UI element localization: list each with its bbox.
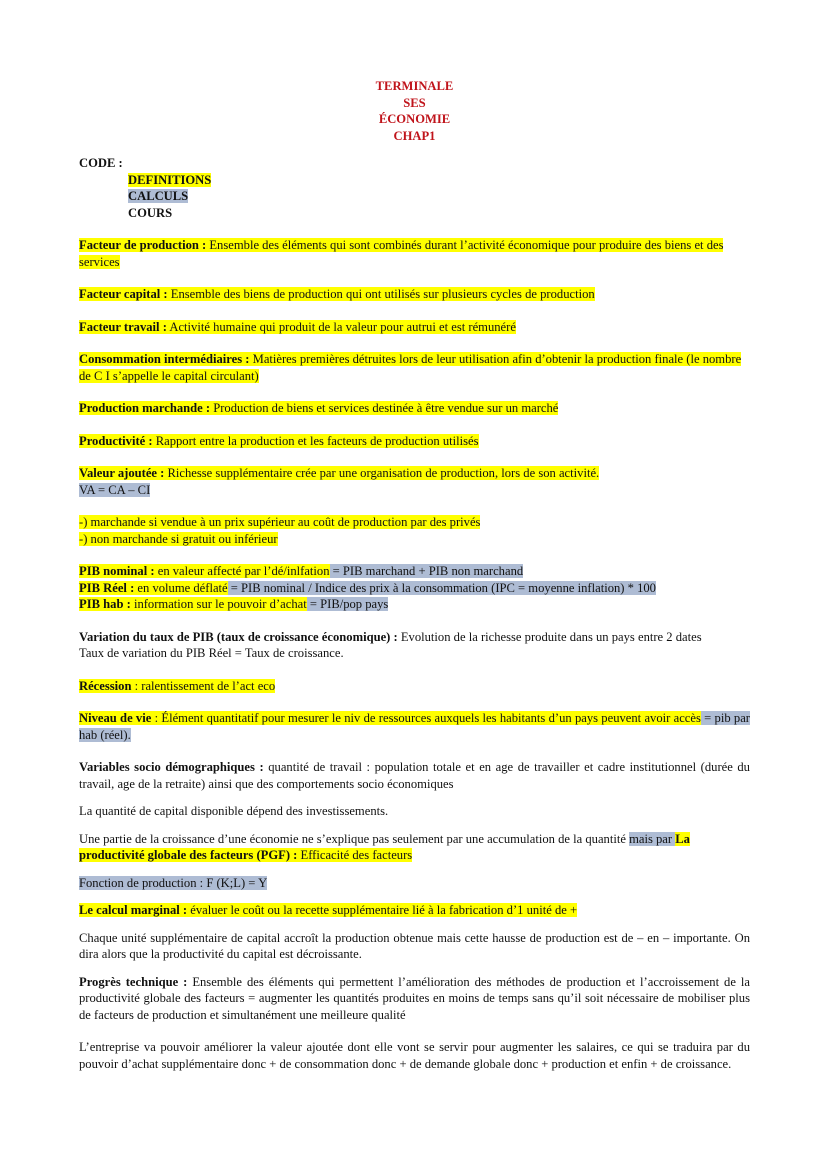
cours-variables-socio xyxy=(79,759,750,792)
definition-text: Efficacité des facteurs xyxy=(297,848,413,862)
cours-entreprise: L’entreprise va pouvoir améliorer la valeur ajoutée dont elle vont se servir pour augmenter les salaires, ce qui se traduira par du pouvoir d’achat supplémentaire donc + de consommation donc + de demande globale donc + production et enfin + de croissance. xyxy=(79,1040,750,1071)
code-legend-calculs xyxy=(79,188,750,205)
definition-text: : ralentissement de l’act eco xyxy=(131,678,276,693)
definition-niveau-vie xyxy=(79,710,750,743)
definition-text: Production de biens et services destinée à être vendue sur un marché xyxy=(210,401,559,415)
cours-text: quantité de travail : population totale et en age de travailler et cadre institutionnel (durée du travail, age de la retraite) ainsi que des comportements socio économiques xyxy=(79,760,750,791)
definition-text: en valeur affecté par l’dé/inlfation xyxy=(154,564,330,578)
term: Niveau de vie xyxy=(79,711,152,725)
definition-calcul-marginal xyxy=(79,902,750,919)
code-legend-cours xyxy=(79,205,750,222)
term: Récession xyxy=(79,678,132,693)
definition-text: Ensemble des éléments qui sont combinés durant l’activité économique pour produire des biens et des services xyxy=(79,238,724,269)
term: Variation du taux de PIB (taux de croissance économique) : xyxy=(79,629,398,644)
term: Production marchande : xyxy=(79,401,211,415)
formula-va: VA = CA – CI xyxy=(79,482,151,497)
definition-text: information sur le pouvoir d’achat xyxy=(130,597,307,611)
cours-label: COURS xyxy=(128,205,173,220)
code-legend-definitions xyxy=(79,172,750,189)
title-level: TERMINALE xyxy=(375,79,454,93)
definition-text: Richesse supplémentaire crée par une organisation de production, lors de son activité. xyxy=(164,466,600,480)
cours-text: Taux de variation du PIB Réel = Taux de croissance. xyxy=(79,646,344,660)
definition-text: en volume déflaté xyxy=(134,580,228,595)
calcul-fonction-production xyxy=(79,875,750,892)
va-marchande: -) marchande si vendue à un prix supérieur au coût de production par des privés xyxy=(79,515,481,529)
term: Le calcul marginal : xyxy=(79,903,188,917)
title-subject: SES xyxy=(403,95,426,110)
formula-niveau-vie: = pib par hab (réel). xyxy=(79,711,750,742)
cours-croissance xyxy=(79,831,750,864)
cours-progres-technique xyxy=(79,974,750,1024)
definition-productivite xyxy=(79,433,750,450)
definition-valeur-ajoutee xyxy=(79,465,750,498)
calculs-label: CALCULS xyxy=(128,189,189,203)
va-types xyxy=(79,514,750,547)
term: Facteur de production : xyxy=(79,238,207,252)
definition-text: Matières premières détruites lors de leur utilisation afin d’obtenir la production finale (le nombre de C I s’appelle le capital circulant) xyxy=(79,352,742,383)
cours-text: Une partie de la croissance d’une économie ne s’explique pas seulement par une accumulation de la quantité xyxy=(79,831,630,846)
definitions-label: DEFINITIONS xyxy=(128,172,212,187)
formula-fonction-production: Fonction de production : F (K;L) = Y xyxy=(79,875,268,890)
cours-text: Ensemble des éléments qui permettent l’amélioration des méthodes de production et l’accroissement de la productivité globale des facteurs = augmenter les quantités produites en moins de temps sans qu’il soit nécessaire de mobiliser plus de facteurs de production et simultanément une meilleure qualité xyxy=(79,974,750,1022)
term: PIB hab : xyxy=(79,597,131,611)
cours-text: Evolution de la richesse produite dans un pays entre 2 dates xyxy=(397,629,702,644)
va-non-marchande: -) non marchande si gratuit ou inférieur xyxy=(79,531,278,546)
definition-text: Activité humaine qui produit de la valeur pour autrui et est rémunéré xyxy=(166,319,516,334)
title-chapter: CHAP1 xyxy=(393,128,436,143)
formula-pib-hab: = PIB/pop pays xyxy=(306,597,389,611)
definition-facteur-production xyxy=(79,237,750,270)
term: Variables socio démographiques : xyxy=(79,760,264,774)
code-legend-heading: CODE : xyxy=(79,156,123,170)
definition-consommation-intermediaires xyxy=(79,351,750,384)
term: Progrès technique : xyxy=(79,974,188,989)
term: PIB Réel : xyxy=(79,580,135,595)
definition-facteur-capital xyxy=(79,286,750,303)
pib-block xyxy=(79,563,750,613)
definition-text: Ensemble des biens de production qui ont utilisés sur plusieurs cycles de production xyxy=(167,287,595,301)
cours-variation-pib xyxy=(79,629,750,662)
definition-recession xyxy=(79,678,750,695)
term: Valeur ajoutée : xyxy=(79,466,165,480)
term: Facteur capital : xyxy=(79,287,168,301)
term: Facteur travail : xyxy=(79,319,167,334)
definition-facteur-travail xyxy=(79,319,750,336)
formula-pib-reel: = PIB nominal / Indice des prix à la consommation (IPC = moyenne inflation) * 100 xyxy=(227,580,656,595)
document-title xyxy=(79,78,750,144)
cours-capital-investissements: La quantité de capital disponible dépend des investissements. xyxy=(79,804,389,818)
definition-text: évaluer le coût ou la recette supplémentaire lié à la fabrication d’1 unité de + xyxy=(187,903,578,917)
cours-capital-decroissant: Chaque unité supplémentaire de capital accroît la production obtenue mais cette hausse de production est de – en – importante. On dira alors que la productivité du capital est décroissante. xyxy=(79,930,750,961)
cours-text: mais par xyxy=(629,831,676,846)
term: Consommation intermédiaires : xyxy=(79,352,250,366)
term: Productivité : xyxy=(79,433,153,448)
definition-text: : Élément quantitatif pour mesurer le niv de ressources auxquels les habitants d’un pays peuvent avoir accès xyxy=(151,711,701,725)
title-field: ÉCONOMIE xyxy=(378,112,451,126)
definition-production-marchande xyxy=(79,400,750,417)
term: La productivité globale des facteurs (PGF) : xyxy=(79,831,690,862)
term: PIB nominal : xyxy=(79,564,155,578)
formula-pib-nominal: = PIB marchand + PIB non marchand xyxy=(329,564,524,578)
definition-text: Rapport entre la production et les facteurs de production utilisés xyxy=(152,433,479,448)
